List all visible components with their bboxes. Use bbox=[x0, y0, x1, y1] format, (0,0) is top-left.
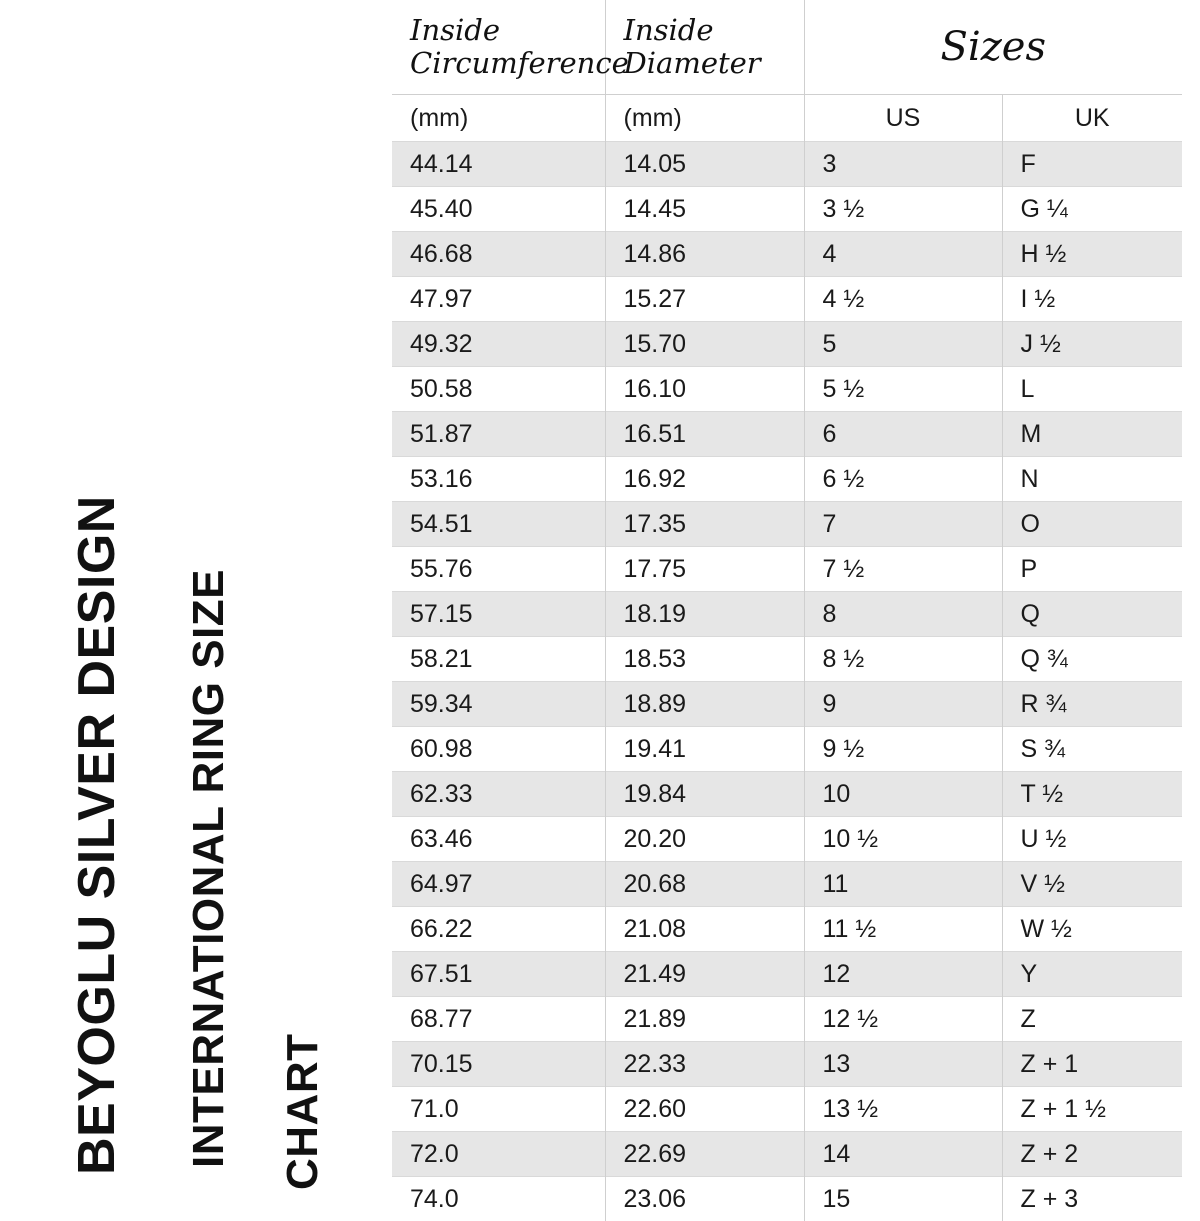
header-inside-circumference: Inside Circumference bbox=[392, 0, 605, 95]
table-row bbox=[392, 277, 1182, 322]
cell-diameter: 20.68 bbox=[605, 862, 804, 907]
cell-circumference: 46.68 bbox=[392, 232, 605, 277]
cell-circumference: 59.34 bbox=[392, 682, 605, 727]
vertical-title-block bbox=[0, 0, 392, 1200]
cell-circumference: 67.51 bbox=[392, 952, 605, 997]
cell-circumference: 53.16 bbox=[392, 457, 605, 502]
cell-circumference: 51.87 bbox=[392, 412, 605, 457]
table-row bbox=[392, 907, 1182, 952]
cell-uk-size: Z + 3 bbox=[1002, 1177, 1182, 1221]
cell-us-size: 9 bbox=[804, 682, 1002, 727]
cell-us-size: 3 ½ bbox=[804, 187, 1002, 232]
table-row bbox=[392, 412, 1182, 457]
cell-uk-size: H ½ bbox=[1002, 232, 1182, 277]
cell-us-size: 5 ½ bbox=[804, 367, 1002, 412]
table-header bbox=[392, 0, 1182, 142]
cell-us-size: 7 bbox=[804, 502, 1002, 547]
cell-uk-size: F bbox=[1002, 142, 1182, 187]
cell-circumference: 49.32 bbox=[392, 322, 605, 367]
cell-diameter: 15.70 bbox=[605, 322, 804, 367]
cell-diameter: 22.60 bbox=[605, 1087, 804, 1132]
table-row bbox=[392, 367, 1182, 412]
cell-circumference: 44.14 bbox=[392, 142, 605, 187]
cell-diameter: 14.86 bbox=[605, 232, 804, 277]
table-row bbox=[392, 322, 1182, 367]
header-us: US bbox=[804, 95, 1002, 142]
table-row bbox=[392, 457, 1182, 502]
cell-uk-size: Z + 1 bbox=[1002, 1042, 1182, 1087]
chart-title-line-2: CHART bbox=[280, 490, 326, 1190]
cell-circumference: 60.98 bbox=[392, 727, 605, 772]
cell-us-size: 6 bbox=[804, 412, 1002, 457]
cell-uk-size: Z + 1 ½ bbox=[1002, 1087, 1182, 1132]
cell-us-size: 14 bbox=[804, 1132, 1002, 1177]
cell-uk-size: P bbox=[1002, 547, 1182, 592]
cell-diameter: 19.41 bbox=[605, 727, 804, 772]
cell-diameter: 18.89 bbox=[605, 682, 804, 727]
cell-diameter: 19.84 bbox=[605, 772, 804, 817]
cell-uk-size: Q bbox=[1002, 592, 1182, 637]
cell-uk-size: J ½ bbox=[1002, 322, 1182, 367]
cell-circumference: 68.77 bbox=[392, 997, 605, 1042]
cell-circumference: 66.22 bbox=[392, 907, 605, 952]
table-row bbox=[392, 1132, 1182, 1177]
cell-diameter: 21.49 bbox=[605, 952, 804, 997]
cell-us-size: 10 ½ bbox=[804, 817, 1002, 862]
cell-diameter: 17.75 bbox=[605, 547, 804, 592]
header-circumference-unit: (mm) bbox=[392, 95, 605, 142]
table-row bbox=[392, 727, 1182, 772]
table-row bbox=[392, 817, 1182, 862]
cell-us-size: 13 bbox=[804, 1042, 1002, 1087]
cell-us-size: 12 ½ bbox=[804, 997, 1002, 1042]
cell-us-size: 8 ½ bbox=[804, 637, 1002, 682]
table-row bbox=[392, 862, 1182, 907]
cell-circumference: 62.33 bbox=[392, 772, 605, 817]
cell-uk-size: Z + 2 bbox=[1002, 1132, 1182, 1177]
table-row bbox=[392, 772, 1182, 817]
header-sizes: Sizes bbox=[804, 0, 1182, 95]
cell-uk-size: Y bbox=[1002, 952, 1182, 997]
cell-uk-size: O bbox=[1002, 502, 1182, 547]
cell-uk-size: I ½ bbox=[1002, 277, 1182, 322]
table-body bbox=[392, 142, 1182, 1221]
cell-uk-size: V ½ bbox=[1002, 862, 1182, 907]
cell-circumference: 74.0 bbox=[392, 1177, 605, 1221]
cell-uk-size: M bbox=[1002, 412, 1182, 457]
table-row bbox=[392, 682, 1182, 727]
table-row bbox=[392, 232, 1182, 277]
cell-diameter: 23.06 bbox=[605, 1177, 804, 1221]
cell-diameter: 21.08 bbox=[605, 907, 804, 952]
table-header-script-row bbox=[392, 0, 1182, 95]
cell-diameter: 22.69 bbox=[605, 1132, 804, 1177]
cell-us-size: 9 ½ bbox=[804, 727, 1002, 772]
cell-us-size: 5 bbox=[804, 322, 1002, 367]
cell-uk-size: W ½ bbox=[1002, 907, 1182, 952]
table-row bbox=[392, 592, 1182, 637]
cell-circumference: 47.97 bbox=[392, 277, 605, 322]
header-inside-diameter: Inside Diameter bbox=[605, 0, 804, 95]
cell-us-size: 4 bbox=[804, 232, 1002, 277]
cell-uk-size: N bbox=[1002, 457, 1182, 502]
cell-us-size: 3 bbox=[804, 142, 1002, 187]
cell-uk-size: Q ¾ bbox=[1002, 637, 1182, 682]
cell-circumference: 71.0 bbox=[392, 1087, 605, 1132]
table-row bbox=[392, 142, 1182, 187]
cell-us-size: 4 ½ bbox=[804, 277, 1002, 322]
cell-diameter: 18.19 bbox=[605, 592, 804, 637]
cell-diameter: 22.33 bbox=[605, 1042, 804, 1087]
cell-circumference: 45.40 bbox=[392, 187, 605, 232]
cell-us-size: 11 bbox=[804, 862, 1002, 907]
cell-circumference: 58.21 bbox=[392, 637, 605, 682]
cell-diameter: 18.53 bbox=[605, 637, 804, 682]
table-row bbox=[392, 952, 1182, 997]
cell-circumference: 72.0 bbox=[392, 1132, 605, 1177]
cell-uk-size: R ¾ bbox=[1002, 682, 1182, 727]
cell-us-size: 15 bbox=[804, 1177, 1002, 1221]
cell-us-size: 12 bbox=[804, 952, 1002, 997]
table-row bbox=[392, 502, 1182, 547]
cell-circumference: 63.46 bbox=[392, 817, 605, 862]
table-row bbox=[392, 547, 1182, 592]
header-diameter-unit: (mm) bbox=[605, 95, 804, 142]
brand-title: BEYOGLU SILVER DESIGN bbox=[70, 85, 125, 1175]
table-row bbox=[392, 637, 1182, 682]
table-row bbox=[392, 997, 1182, 1042]
cell-diameter: 14.05 bbox=[605, 142, 804, 187]
cell-circumference: 64.97 bbox=[392, 862, 605, 907]
cell-us-size: 13 ½ bbox=[804, 1087, 1002, 1132]
table-row bbox=[392, 1087, 1182, 1132]
header-uk: UK bbox=[1002, 95, 1182, 142]
cell-us-size: 11 ½ bbox=[804, 907, 1002, 952]
chart-title-line-1: INTERNATIONAL RING SIZE bbox=[186, 168, 232, 1168]
cell-diameter: 20.20 bbox=[605, 817, 804, 862]
cell-uk-size: T ½ bbox=[1002, 772, 1182, 817]
cell-diameter: 21.89 bbox=[605, 997, 804, 1042]
cell-circumference: 50.58 bbox=[392, 367, 605, 412]
cell-diameter: 17.35 bbox=[605, 502, 804, 547]
cell-circumference: 55.76 bbox=[392, 547, 605, 592]
cell-circumference: 70.15 bbox=[392, 1042, 605, 1087]
cell-uk-size: U ½ bbox=[1002, 817, 1182, 862]
cell-diameter: 16.51 bbox=[605, 412, 804, 457]
cell-us-size: 10 bbox=[804, 772, 1002, 817]
table-row bbox=[392, 1177, 1182, 1221]
cell-us-size: 7 ½ bbox=[804, 547, 1002, 592]
cell-us-size: 6 ½ bbox=[804, 457, 1002, 502]
cell-uk-size: S ¾ bbox=[1002, 727, 1182, 772]
cell-circumference: 57.15 bbox=[392, 592, 605, 637]
table-row bbox=[392, 187, 1182, 232]
cell-diameter: 15.27 bbox=[605, 277, 804, 322]
table-row bbox=[392, 1042, 1182, 1087]
cell-uk-size: Z bbox=[1002, 997, 1182, 1042]
size-table-wrapper bbox=[392, 0, 1200, 1200]
cell-uk-size: G ¼ bbox=[1002, 187, 1182, 232]
cell-diameter: 16.10 bbox=[605, 367, 804, 412]
cell-uk-size: L bbox=[1002, 367, 1182, 412]
ring-size-table bbox=[392, 0, 1182, 1221]
table-header-unit-row bbox=[392, 95, 1182, 142]
cell-us-size: 8 bbox=[804, 592, 1002, 637]
cell-diameter: 16.92 bbox=[605, 457, 804, 502]
cell-diameter: 14.45 bbox=[605, 187, 804, 232]
cell-circumference: 54.51 bbox=[392, 502, 605, 547]
